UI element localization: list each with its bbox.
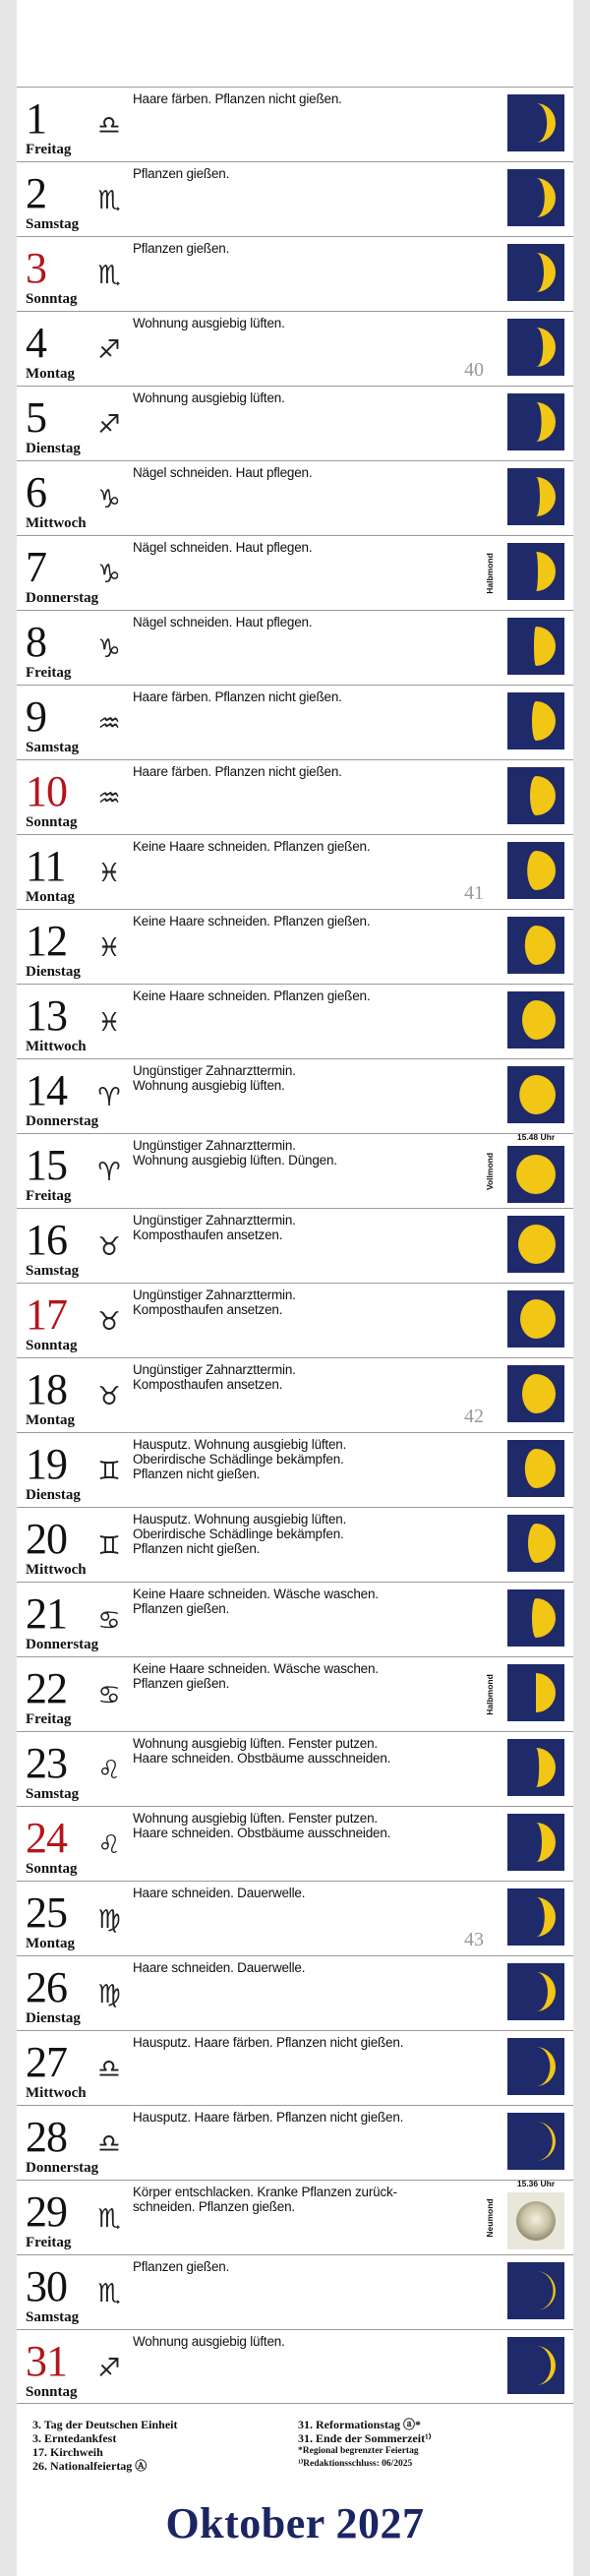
day-row bbox=[17, 161, 573, 236]
page-shadow-right bbox=[573, 0, 590, 2576]
day-note bbox=[133, 166, 497, 181]
day-row bbox=[17, 759, 573, 834]
moon-phase-icon bbox=[507, 1216, 564, 1273]
day-row bbox=[17, 1731, 573, 1806]
weekday-label: Dienstag bbox=[26, 964, 81, 980]
weekday-label: Freitag bbox=[26, 1188, 72, 1204]
note-line: Wohnung ausgiebig lüften. bbox=[133, 2334, 285, 2349]
day-row bbox=[17, 685, 573, 759]
note-line: Pflanzen gießen. bbox=[133, 1676, 230, 1691]
day-number: 11 bbox=[26, 842, 66, 890]
day-number: 8 bbox=[26, 618, 46, 666]
virgo-icon bbox=[89, 1974, 129, 2013]
note-line: Ungünstiger Zahnarzttermin. bbox=[133, 1362, 296, 1377]
day-number: 22 bbox=[26, 1664, 67, 1712]
note-line: Körper entschlacken. Kranke Pflanzen zurück- bbox=[133, 2185, 397, 2199]
moon-phase-icon bbox=[507, 1440, 564, 1497]
note-line: Haare färben. Pflanzen nicht gießen. bbox=[133, 91, 342, 106]
virgo-icon bbox=[89, 1899, 129, 1939]
pisces-icon bbox=[89, 1002, 129, 1042]
day-note bbox=[133, 2334, 497, 2349]
weekday-label: Montag bbox=[26, 1936, 75, 1951]
weekday-label: Montag bbox=[26, 1412, 75, 1428]
libra-icon bbox=[89, 105, 129, 145]
day-number: 1 bbox=[26, 94, 46, 143]
holiday-item: 3. Erntedankfest bbox=[32, 2431, 117, 2445]
cancer-icon bbox=[89, 1675, 129, 1714]
day-row bbox=[17, 1507, 573, 1582]
day-number: 9 bbox=[26, 692, 46, 741]
day-number: 24 bbox=[26, 1814, 67, 1862]
capricorn-icon bbox=[89, 554, 129, 593]
note-line: Wohnung ausgiebig lüften. Düngen. bbox=[133, 1153, 337, 1168]
svg-text:♈: ♈ bbox=[97, 1083, 121, 1112]
svg-text:♐: ♐ bbox=[97, 410, 121, 440]
day-number: 26 bbox=[26, 1963, 67, 2011]
weekday-label: Montag bbox=[26, 889, 75, 905]
note-line: Pflanzen gießen. bbox=[133, 1601, 230, 1616]
svg-text:♊: ♊ bbox=[97, 1457, 121, 1486]
svg-text:♐: ♐ bbox=[97, 335, 121, 365]
moon-phase-label: Neumond bbox=[485, 2198, 495, 2238]
day-row bbox=[17, 1283, 573, 1357]
moon-phase-icon bbox=[507, 244, 564, 301]
svg-text:♍: ♍ bbox=[97, 1980, 121, 2009]
moon-phase-icon bbox=[507, 2038, 564, 2095]
moon-phase-icon bbox=[507, 2262, 564, 2319]
svg-text:♌: ♌ bbox=[97, 1756, 121, 1785]
svg-text:♑: ♑ bbox=[97, 634, 121, 664]
svg-text:♏: ♏ bbox=[97, 186, 121, 215]
day-note bbox=[133, 1811, 497, 1840]
day-number: 18 bbox=[26, 1365, 67, 1413]
moon-phase-icon bbox=[507, 1664, 564, 1721]
aquarius-icon bbox=[89, 778, 129, 817]
day-number: 19 bbox=[26, 1440, 67, 1488]
moon-phase-icon bbox=[507, 1963, 564, 2020]
day-note bbox=[133, 914, 497, 929]
moon-phase-icon bbox=[507, 468, 564, 525]
note-line: Wohnung ausgiebig lüften. Fenster putzen. bbox=[133, 1736, 378, 1751]
day-number: 25 bbox=[26, 1888, 67, 1937]
sagittarius-icon bbox=[89, 329, 129, 369]
weekday-label: Sonntag bbox=[26, 1861, 78, 1877]
note-line: Haare färben. Pflanzen nicht gießen. bbox=[133, 764, 342, 779]
day-row bbox=[17, 1881, 573, 1955]
day-row bbox=[17, 2329, 573, 2404]
note-line: Keine Haare schneiden. Pflanzen gießen. bbox=[133, 914, 371, 929]
weekday-label: Samstag bbox=[26, 1786, 80, 1802]
note-line: Ungünstiger Zahnarzttermin. bbox=[133, 1138, 296, 1153]
week-number: 40 bbox=[464, 359, 484, 381]
svg-text:♉: ♉ bbox=[97, 1232, 121, 1262]
day-row bbox=[17, 2180, 573, 2254]
moon-phase-icon bbox=[507, 2113, 564, 2170]
moon-phase-icon bbox=[507, 991, 564, 1048]
note-line: Nägel schneiden. Haut pflegen. bbox=[133, 615, 313, 629]
week-number: 43 bbox=[464, 1929, 484, 1950]
weekday-label: Donnerstag bbox=[26, 590, 99, 606]
day-row bbox=[17, 460, 573, 535]
pisces-icon bbox=[89, 928, 129, 967]
note-line: Wohnung ausgiebig lüften. bbox=[133, 316, 285, 330]
weekday-label: Mittwoch bbox=[26, 2085, 87, 2101]
holiday-item: 26. Nationalfeiertag Ⓐ bbox=[32, 2459, 148, 2473]
cancer-icon bbox=[89, 1600, 129, 1640]
day-row bbox=[17, 2105, 573, 2180]
note-line: Keine Haare schneiden. Wäsche waschen. bbox=[133, 1661, 379, 1676]
calendar-page bbox=[17, 0, 573, 2576]
svg-text:♓: ♓ bbox=[97, 933, 121, 963]
libra-icon bbox=[89, 2124, 129, 2163]
week-number: 42 bbox=[464, 1406, 484, 1427]
day-number: 13 bbox=[26, 991, 67, 1040]
weekday-label: Mittwoch bbox=[26, 1562, 87, 1578]
week-number: 41 bbox=[464, 882, 484, 904]
scorpio-icon bbox=[89, 255, 129, 294]
svg-text:♏: ♏ bbox=[97, 2279, 121, 2308]
note-line: Ungünstiger Zahnarzttermin. bbox=[133, 1063, 296, 1078]
day-note bbox=[133, 1063, 497, 1093]
note-line: Hausputz. Wohnung ausgiebig lüften. bbox=[133, 1437, 347, 1452]
weekday-label: Donnerstag bbox=[26, 1637, 99, 1652]
scorpio-icon bbox=[89, 2198, 129, 2238]
day-row bbox=[17, 535, 573, 610]
day-note bbox=[133, 2185, 497, 2214]
note-line: Haare schneiden. Obstbäume ausschneiden. bbox=[133, 1751, 391, 1766]
svg-text:♋: ♋ bbox=[97, 1681, 121, 1710]
weekday-label: Freitag bbox=[26, 2235, 72, 2250]
svg-text:♎: ♎ bbox=[97, 2129, 121, 2159]
weekday-label: Donnerstag bbox=[26, 1113, 99, 1129]
day-list bbox=[17, 87, 573, 2404]
month-title: Oktober 2027 bbox=[165, 2499, 425, 2547]
day-number: 12 bbox=[26, 917, 67, 965]
note-line: Haare schneiden. Dauerwelle. bbox=[133, 1886, 306, 1900]
day-number: 29 bbox=[26, 2187, 67, 2236]
pisces-icon bbox=[89, 853, 129, 892]
day-row bbox=[17, 87, 573, 161]
day-row bbox=[17, 1208, 573, 1283]
note-line: Komposthaufen ansetzen. bbox=[133, 1228, 283, 1242]
day-row bbox=[17, 1432, 573, 1507]
day-number: 5 bbox=[26, 393, 46, 442]
moon-phase-icon bbox=[507, 842, 564, 899]
note-line: Pflanzen gießen. bbox=[133, 166, 230, 181]
day-row bbox=[17, 834, 573, 909]
svg-text:♊: ♊ bbox=[97, 1531, 121, 1561]
day-note bbox=[133, 465, 497, 480]
day-note bbox=[133, 1213, 497, 1242]
note-line: Ungünstiger Zahnarzttermin. bbox=[133, 1288, 296, 1302]
note-line: Komposthaufen ansetzen. bbox=[133, 1377, 283, 1392]
weekday-label: Sonntag bbox=[26, 1338, 78, 1353]
weekday-label: Sonntag bbox=[26, 814, 78, 830]
day-note bbox=[133, 1661, 497, 1691]
moon-phase-icon bbox=[507, 2192, 564, 2249]
day-number: 28 bbox=[26, 2113, 67, 2161]
weekday-label: Mittwoch bbox=[26, 515, 87, 531]
weekday-label: Donnerstag bbox=[26, 2160, 99, 2176]
day-row bbox=[17, 1955, 573, 2030]
day-number: 20 bbox=[26, 1515, 67, 1563]
moon-phase-icon bbox=[507, 1066, 564, 1123]
svg-text:♎: ♎ bbox=[97, 111, 121, 141]
note-line: Wohnung ausgiebig lüften. bbox=[133, 1078, 285, 1093]
day-note bbox=[133, 316, 497, 330]
moon-phase-icon bbox=[507, 393, 564, 450]
note-line: Hausputz. Haare färben. Pflanzen nicht gießen. bbox=[133, 2035, 404, 2050]
day-note bbox=[133, 2259, 497, 2274]
moon-phase-icon bbox=[507, 1888, 564, 1946]
moon-phase-icon bbox=[507, 1365, 564, 1422]
day-number: 30 bbox=[26, 2262, 67, 2310]
moon-phase-icon bbox=[507, 543, 564, 600]
weekday-label: Sonntag bbox=[26, 2384, 78, 2400]
day-note bbox=[133, 1512, 497, 1556]
day-row bbox=[17, 2254, 573, 2329]
moon-phase-icon bbox=[507, 1739, 564, 1796]
day-note bbox=[133, 615, 497, 629]
day-number: 2 bbox=[26, 169, 46, 217]
day-note bbox=[133, 540, 497, 555]
note-line: Keine Haare schneiden. Pflanzen gießen. bbox=[133, 839, 371, 854]
moon-phase-icon bbox=[507, 1290, 564, 1348]
svg-text:♑: ♑ bbox=[97, 560, 121, 589]
aquarius-icon bbox=[89, 703, 129, 743]
moon-phase-time: 15.48 Uhr bbox=[516, 1132, 556, 1142]
day-number: 3 bbox=[26, 244, 46, 292]
aries-icon bbox=[89, 1077, 129, 1116]
note-line: Pflanzen nicht gießen. bbox=[133, 1467, 261, 1481]
day-number: 15 bbox=[26, 1141, 67, 1189]
day-number: 27 bbox=[26, 2038, 67, 2086]
weekday-label: Freitag bbox=[26, 665, 72, 681]
moon-phase-icon bbox=[507, 1814, 564, 1871]
weekday-label: Dienstag bbox=[26, 2010, 81, 2026]
weekday-label: Dienstag bbox=[26, 1487, 81, 1503]
note-line: Keine Haare schneiden. Wäsche waschen. bbox=[133, 1587, 379, 1601]
note-line: Wohnung ausgiebig lüften. bbox=[133, 390, 285, 405]
day-note bbox=[133, 2035, 497, 2050]
moon-phase-icon bbox=[507, 319, 564, 376]
leo-icon bbox=[89, 1750, 129, 1789]
holiday-item: 31. Ende der Sommerzeit¹⁾ bbox=[298, 2431, 432, 2445]
note-line: Oberirdische Schädlinge bekämpfen. bbox=[133, 1452, 344, 1467]
day-row bbox=[17, 386, 573, 460]
moon-phase-icon bbox=[507, 692, 564, 749]
day-row bbox=[17, 1806, 573, 1881]
taurus-icon bbox=[89, 1301, 129, 1341]
day-note bbox=[133, 241, 497, 256]
weekday-label: Samstag bbox=[26, 2309, 80, 2325]
moon-phase-time: 15.36 Uhr bbox=[516, 2179, 556, 2188]
svg-text:♈: ♈ bbox=[97, 1158, 121, 1187]
svg-text:♋: ♋ bbox=[97, 1606, 121, 1636]
day-number: 21 bbox=[26, 1589, 67, 1638]
holiday-item: 3. Tag der Deutschen Einheit bbox=[32, 2418, 178, 2431]
day-note bbox=[133, 689, 497, 704]
note-line: Ungünstiger Zahnarzttermin. bbox=[133, 1213, 296, 1228]
note-line: Komposthaufen ansetzen. bbox=[133, 1302, 283, 1317]
moon-phase-icon bbox=[507, 917, 564, 974]
svg-text:♓: ♓ bbox=[97, 1008, 121, 1038]
page-shadow-left bbox=[0, 0, 17, 2576]
day-note bbox=[133, 1362, 497, 1392]
svg-text:♏: ♏ bbox=[97, 2204, 121, 2234]
capricorn-icon bbox=[89, 629, 129, 668]
moon-phase-icon bbox=[507, 169, 564, 226]
note-line: Haare schneiden. Obstbäume ausschneiden. bbox=[133, 1826, 391, 1840]
note-line: Pflanzen nicht gießen. bbox=[133, 1541, 261, 1556]
note-line: Nägel schneiden. Haut pflegen. bbox=[133, 465, 313, 480]
svg-text:♐: ♐ bbox=[97, 2354, 121, 2383]
note-line: Hausputz. Haare färben. Pflanzen nicht gießen. bbox=[133, 2110, 404, 2125]
footnote: *Regional begrenzter Feiertag bbox=[298, 2446, 419, 2456]
svg-text:♉: ♉ bbox=[97, 1382, 121, 1411]
day-number: 6 bbox=[26, 468, 46, 516]
day-note bbox=[133, 988, 497, 1003]
weekday-label: Mittwoch bbox=[26, 1039, 87, 1054]
sagittarius-icon bbox=[89, 2348, 129, 2387]
day-note bbox=[133, 764, 497, 779]
day-row bbox=[17, 1058, 573, 1133]
day-number: 31 bbox=[26, 2337, 67, 2385]
weekday-label: Sonntag bbox=[26, 291, 78, 307]
note-line: Nägel schneiden. Haut pflegen. bbox=[133, 540, 313, 555]
gemini-icon bbox=[89, 1526, 129, 1565]
note-line: Keine Haare schneiden. Pflanzen gießen. bbox=[133, 988, 371, 1003]
day-row bbox=[17, 610, 573, 685]
weekday-label: Montag bbox=[26, 366, 75, 382]
note-line: Pflanzen gießen. bbox=[133, 2259, 230, 2274]
day-note bbox=[133, 390, 497, 405]
weekday-label: Freitag bbox=[26, 1711, 72, 1727]
libra-icon bbox=[89, 2049, 129, 2088]
aries-icon bbox=[89, 1152, 129, 1191]
day-row bbox=[17, 2030, 573, 2105]
day-note bbox=[133, 839, 497, 854]
day-note bbox=[133, 1587, 497, 1616]
day-number: 10 bbox=[26, 767, 67, 815]
day-number: 14 bbox=[26, 1066, 67, 1114]
moon-phase-icon bbox=[507, 2337, 564, 2394]
svg-text:♏: ♏ bbox=[97, 261, 121, 290]
day-number: 4 bbox=[26, 319, 46, 367]
note-line: Wohnung ausgiebig lüften. Fenster putzen. bbox=[133, 1811, 378, 1826]
gemini-icon bbox=[89, 1451, 129, 1490]
moon-phase-icon bbox=[507, 94, 564, 151]
note-line: Hausputz. Wohnung ausgiebig lüften. bbox=[133, 1512, 347, 1527]
svg-text:♓: ♓ bbox=[97, 859, 121, 888]
day-note bbox=[133, 1288, 497, 1317]
svg-text:♒: ♒ bbox=[97, 784, 121, 813]
day-number: 7 bbox=[26, 543, 46, 591]
svg-text:♌: ♌ bbox=[97, 1830, 121, 1860]
day-number: 17 bbox=[26, 1290, 67, 1339]
moon-phase-label: Halbmond bbox=[485, 553, 495, 594]
day-note bbox=[133, 1437, 497, 1481]
note-line: schneiden. Pflanzen gießen. bbox=[133, 2199, 295, 2214]
day-note bbox=[133, 1138, 497, 1168]
weekday-label: Dienstag bbox=[26, 441, 81, 456]
svg-text:♑: ♑ bbox=[97, 485, 121, 514]
sagittarius-icon bbox=[89, 404, 129, 444]
day-row bbox=[17, 311, 573, 386]
moon-phase-label: Halbmond bbox=[485, 1674, 495, 1715]
day-row bbox=[17, 984, 573, 1058]
day-row bbox=[17, 1582, 573, 1656]
svg-text:♍: ♍ bbox=[97, 1905, 121, 1935]
note-line: Pflanzen gießen. bbox=[133, 241, 230, 256]
weekday-label: Samstag bbox=[26, 1263, 80, 1279]
capricorn-icon bbox=[89, 479, 129, 518]
taurus-icon bbox=[89, 1376, 129, 1415]
svg-text:♎: ♎ bbox=[97, 2055, 121, 2084]
moon-phase-icon bbox=[507, 1146, 564, 1203]
moon-phase-icon bbox=[507, 1515, 564, 1572]
moon-phase-icon bbox=[507, 767, 564, 824]
taurus-icon bbox=[89, 1227, 129, 1266]
day-note bbox=[133, 1736, 497, 1766]
note-line: Haare färben. Pflanzen nicht gießen. bbox=[133, 689, 342, 704]
day-row bbox=[17, 1357, 573, 1432]
moon-phase-icon bbox=[507, 618, 564, 675]
day-note bbox=[133, 2110, 497, 2125]
weekday-label: Samstag bbox=[26, 740, 80, 755]
day-number: 23 bbox=[26, 1739, 67, 1787]
leo-icon bbox=[89, 1825, 129, 1864]
day-note bbox=[133, 1960, 497, 1975]
day-note bbox=[133, 91, 497, 106]
svg-text:♉: ♉ bbox=[97, 1307, 121, 1337]
scorpio-icon bbox=[89, 180, 129, 219]
scorpio-icon bbox=[89, 2273, 129, 2312]
svg-text:♒: ♒ bbox=[97, 709, 121, 739]
holiday-item: 31. Reformationstag ⓐ* bbox=[298, 2418, 421, 2431]
holiday-item: 17. Kirchweih bbox=[32, 2445, 103, 2459]
day-note bbox=[133, 1886, 497, 1900]
weekday-label: Samstag bbox=[26, 216, 80, 232]
day-row bbox=[17, 909, 573, 984]
day-row bbox=[17, 1133, 573, 1208]
day-row bbox=[17, 236, 573, 311]
note-line: Oberirdische Schädlinge bekämpfen. bbox=[133, 1527, 344, 1541]
day-number: 16 bbox=[26, 1216, 67, 1264]
weekday-label: Freitag bbox=[26, 142, 72, 157]
moon-phase-label: Vollmond bbox=[485, 1152, 495, 1191]
moon-phase-icon bbox=[507, 1589, 564, 1647]
day-row bbox=[17, 1656, 573, 1731]
footnote: ¹⁾Redaktionsschluss: 06/2025 bbox=[298, 2459, 413, 2469]
note-line: Haare schneiden. Dauerwelle. bbox=[133, 1960, 306, 1975]
